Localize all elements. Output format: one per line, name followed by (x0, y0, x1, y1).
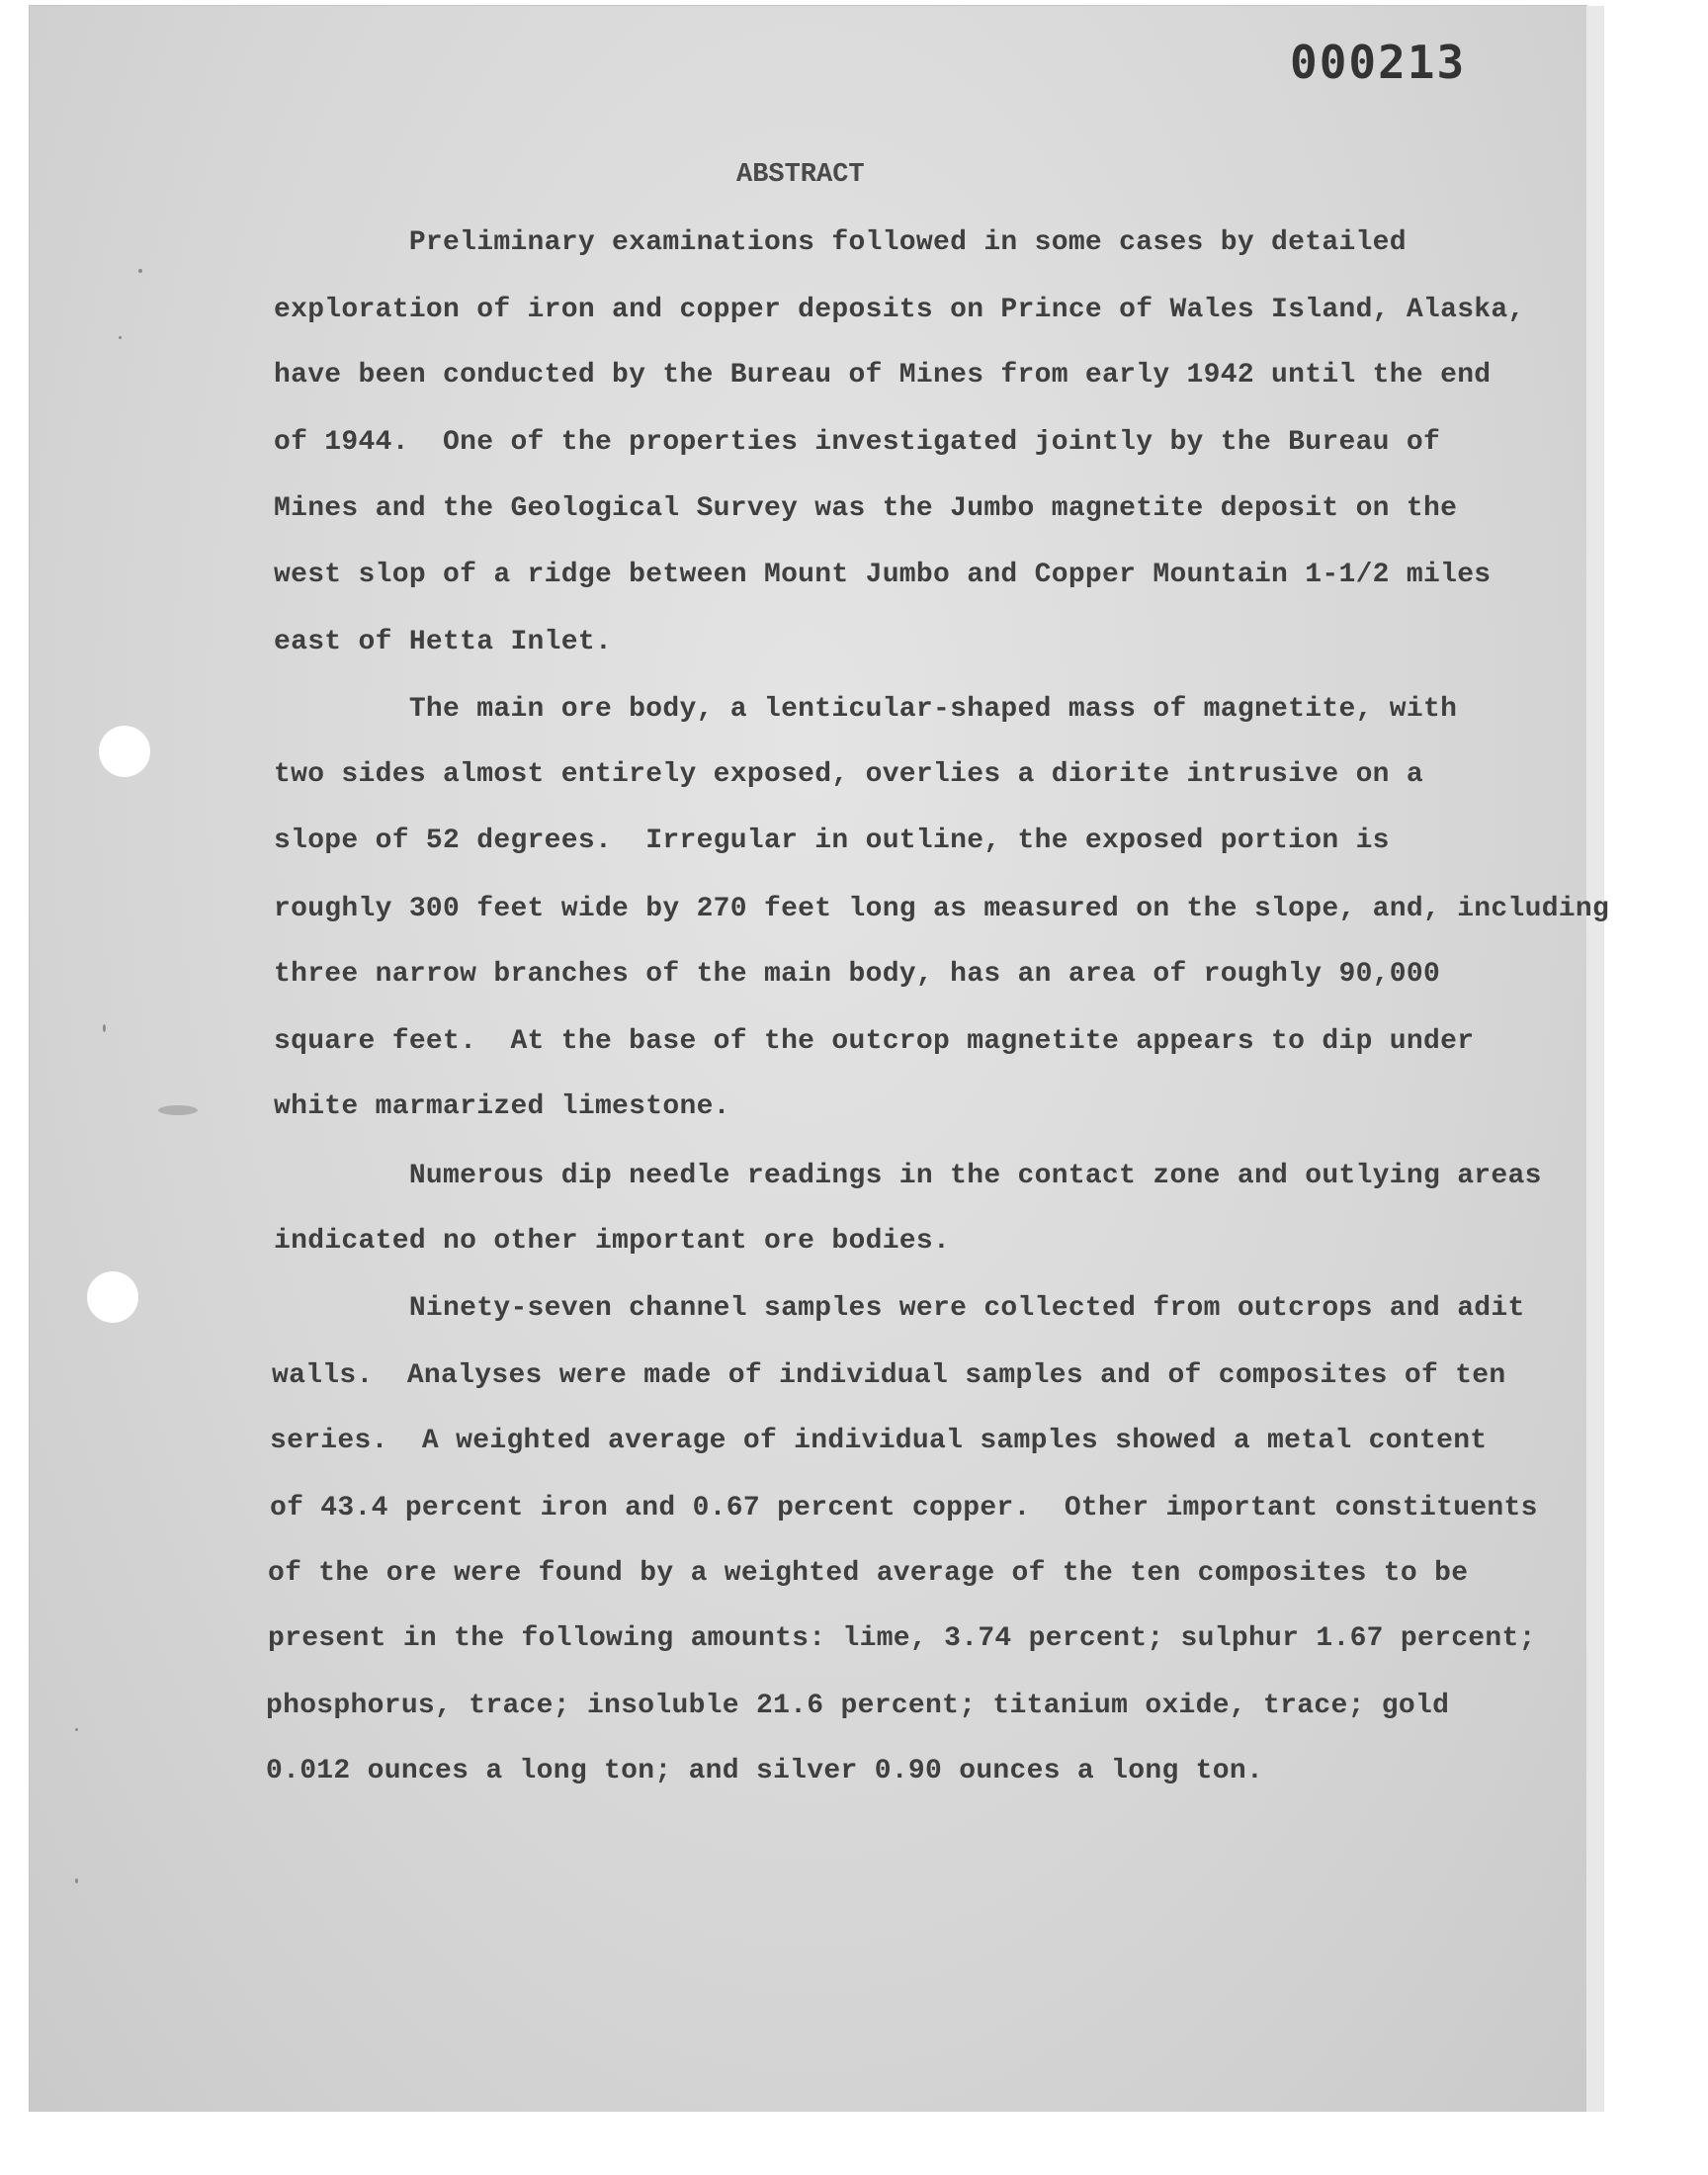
text-line: roughly 300 feet wide by 270 feet long as measured on the slope, and, including (274, 894, 1610, 924)
text-line: white marmarized limestone. (274, 1091, 730, 1122)
abstract-title: ABSTRACT (736, 160, 865, 190)
text-line: present in the following amounts: lime, 3.74 percent; sulphur 1.67 percent; (268, 1623, 1536, 1654)
page-number: 000213 (1290, 36, 1467, 89)
text-line: east of Hetta Inlet. (274, 627, 613, 657)
scan-speck (75, 1878, 78, 1883)
text-line: phosphorus, trace; insoluble 21.6 percent; titanium oxide, trace; gold (266, 1691, 1450, 1721)
text-line: slope of 52 degrees. Irregular in outline, the exposed portion is (274, 826, 1390, 856)
text-line: exploration of iron and copper deposits on Prince of Wales Island, Alaska, (274, 295, 1525, 325)
text-line: indicated no other important ore bodies. (274, 1226, 951, 1257)
scan-speck (103, 1024, 106, 1032)
text-line: three narrow branches of the main body, has an area of roughly 90,000 (274, 959, 1441, 990)
punch-hole (99, 726, 150, 777)
scan-speck (158, 1105, 198, 1115)
text-line: Preliminary examinations followed in some cases by detailed (274, 227, 1407, 258)
text-line: square feet. At the base of the outcrop magnetite appears to dip under (274, 1026, 1475, 1057)
text-line: of 43.4 percent iron and 0.67 percent copper. Other important constituents (270, 1493, 1538, 1523)
text-line: The main ore body, a lenticular-shaped mass of magnetite, with (274, 694, 1458, 725)
page-edge (1586, 6, 1604, 2112)
scan-speck (138, 269, 142, 273)
text-line: west slop of a ridge between Mount Jumbo and Copper Mountain 1-1/2 miles (274, 560, 1492, 590)
text-line: of 1944. One of the properties investigated jointly by the Bureau of (274, 427, 1441, 458)
scan-speck (119, 336, 122, 339)
text-line: two sides almost entirely exposed, overlies a diorite intrusive on a (274, 759, 1423, 790)
text-line: series. A weighted average of individual samples showed a metal content (270, 1426, 1488, 1456)
text-line: of the ore were found by a weighted average of the ten composites to be (268, 1558, 1469, 1589)
text-line: Mines and the Geological Survey was the Jumbo magnetite deposit on the (274, 493, 1458, 524)
text-line: have been conducted by the Bureau of Mines from early 1942 until the end (274, 360, 1492, 391)
scan-margin (0, 2112, 1708, 2175)
text-line: Ninety-seven channel samples were collected from outcrops and adit (274, 1293, 1525, 1324)
text-line: 0.012 ounces a long ton; and silver 0.90 ounces a long ton. (266, 1756, 1264, 1786)
text-line: walls. Analyses were made of individual samples and of composites of ten (272, 1360, 1506, 1391)
scan-speck (75, 1728, 78, 1731)
text-line: Numerous dip needle readings in the contact zone and outlying areas (274, 1161, 1542, 1191)
punch-hole (87, 1271, 138, 1323)
